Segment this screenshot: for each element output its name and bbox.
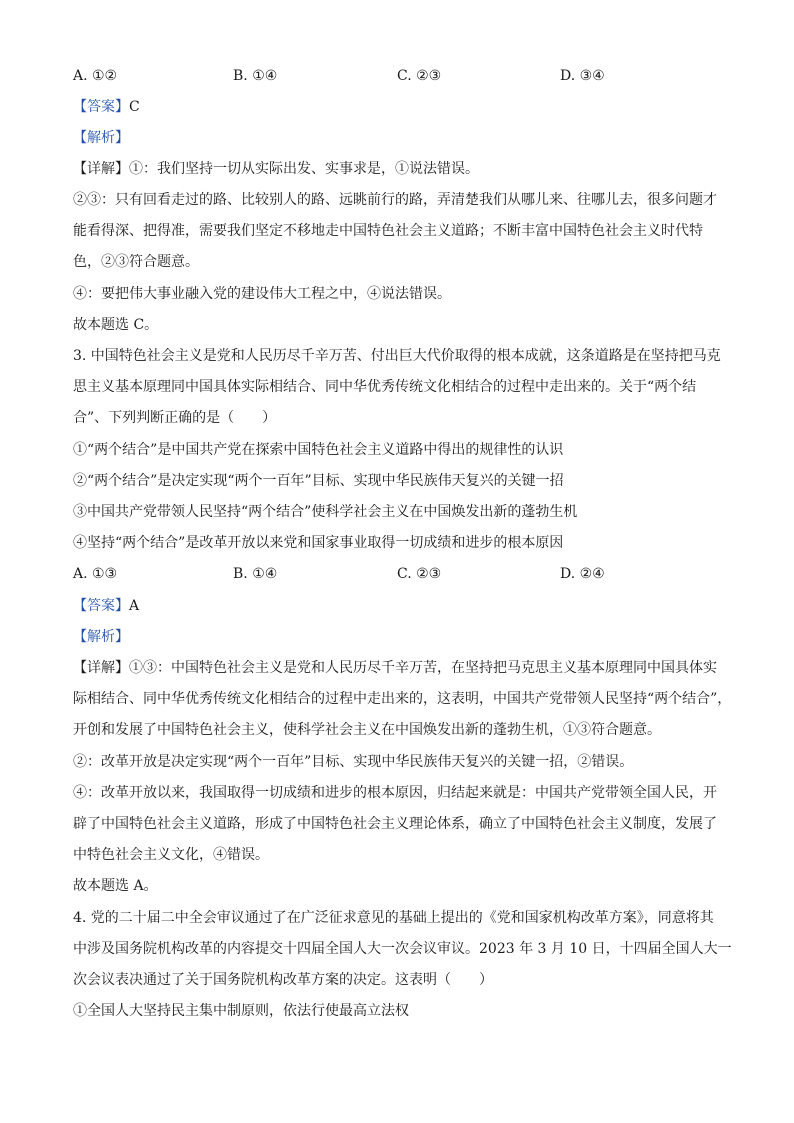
q3-line: 辟了中国特色社会主义道路，形成了中国特色社会主义理论体系，确立了中国特色社会主义制度，发展了 — [73, 816, 717, 832]
answer-value: C — [129, 99, 140, 115]
q3-line: ④：改革开放以来，我国取得一切成绩和进步的根本原因，归结起来就是：中国共产党带领全国人民，开 — [73, 785, 717, 801]
detail-tag: 【详解】 — [73, 161, 129, 177]
answer-tag: 【答案】 — [73, 598, 129, 614]
q3-statement: ④坚持“两个结合”是改革开放以来党和国家事业取得一切成绩和进步的根本原因 — [73, 535, 564, 551]
q2-line: ②③：只有回看走过的路、比较别人的路、远眺前行的路，弄清楚我们从哪儿来、往哪儿去，很多问题才 — [73, 192, 717, 208]
q4-stem-line: 次会议表决通过了关于国务院机构改革方案的决定。这表明（ ） — [73, 972, 493, 988]
q3-stem-line: 合”、下列判断正确的是（ ） — [73, 410, 277, 426]
q2-answer — [73, 98, 140, 116]
q3-option-c: C. ②③ — [397, 566, 442, 582]
q3-detail-line — [73, 659, 717, 677]
q3-option-b: B. ①④ — [233, 566, 278, 582]
answer-tag: 【答案】 — [73, 99, 129, 115]
q3-line: 中特色社会主义文化，④错误。 — [73, 847, 269, 863]
q2-conclusion: 故本题选 C。 — [73, 317, 159, 333]
q2-options — [73, 67, 733, 85]
q3-option-a: A. ①③ — [73, 566, 118, 582]
q4-stem-line: 中涉及国务院机构改革的内容提交十四届全国人大一次会议审议。2023 年 3 月 10 日，十四届全国人大一 — [73, 941, 732, 957]
q3-statement: ③中国共产党带领人民坚持“两个结合”使科学社会主义在中国焕发出新的蓬勃生机 — [73, 504, 578, 520]
q3-line: ①③：中国特色社会主义是党和人民历尽千辛万苦，在坚持把马克思主义基本原理同中国具体实 — [129, 660, 717, 676]
q2-line: 色，②③符合题意。 — [73, 254, 199, 270]
q3-line: ②：改革开放是决定实现“两个一百年”目标、实现中华民族伟天复兴的关键一招，②错误。 — [73, 754, 634, 770]
q2-detail-line — [73, 160, 479, 178]
q4-statement: ①全国人大坚持民主集中制原则，依法行使最高立法权 — [73, 1003, 409, 1019]
q2-line: ④：要把伟大事业融入党的建设伟大工程之中，④说法错误。 — [73, 286, 451, 302]
q3-line: 际相结合、同中华优秀传统文化相结合的过程中走出来的，这表明，中国共产党带领人民坚持“两个结合”， — [73, 691, 732, 707]
q2-option-b: B. ①④ — [233, 68, 278, 84]
q3-analysis-tag: 【解析】 — [73, 629, 129, 645]
q3-conclusion: 故本题选 A。 — [73, 878, 158, 894]
answer-value: A — [129, 598, 140, 614]
q2-line: ①：我们坚持一切从实际出发、实事求是，①说法错误。 — [129, 161, 479, 177]
q3-stem-line: 思主义基本原理同中国具体实际相结合、同中华优秀传统文化相结合的过程中走出来的。关于“两个结 — [73, 379, 697, 395]
q3-line: 开创和发展了中国特色社会主义，使科学社会主义在中国焕发出新的蓬勃生机，①③符合题意。 — [73, 722, 661, 738]
q2-option-a: A. ①② — [73, 68, 118, 84]
q3-stem-line: 3. 中国特色社会主义是党和人民历尽千辛万苦、付出巨大代价取得的根本成就，这条道路是在坚持把马克 — [73, 348, 721, 364]
q3-statement: ①“两个结合”是中国共产党在探索中国特色社会主义道路中得出的规律性的认识 — [73, 442, 564, 458]
q4-stem-line: 4. 党的二十届二中全会审议通过了在广泛征求意见的基础上提出的《党和国家机构改革方案》，同意将其 — [73, 910, 714, 926]
q2-option-c: C. ②③ — [397, 68, 442, 84]
q2-option-d: D. ③④ — [560, 68, 605, 84]
detail-tag: 【详解】 — [73, 660, 129, 676]
q2-line: 能看得深、把得准，需要我们坚定不移地走中国特色社会主义道路；不断丰富中国特色社会主义时代特 — [73, 223, 703, 239]
q3-answer — [73, 597, 139, 615]
q3-statement: ②“两个结合”是决定实现“两个一百年”目标、实现中华民族伟天复兴的关键一招 — [73, 473, 564, 489]
q2-analysis-tag: 【解析】 — [73, 130, 129, 146]
q3-option-d: D. ②④ — [560, 566, 605, 582]
q3-options — [73, 565, 733, 583]
